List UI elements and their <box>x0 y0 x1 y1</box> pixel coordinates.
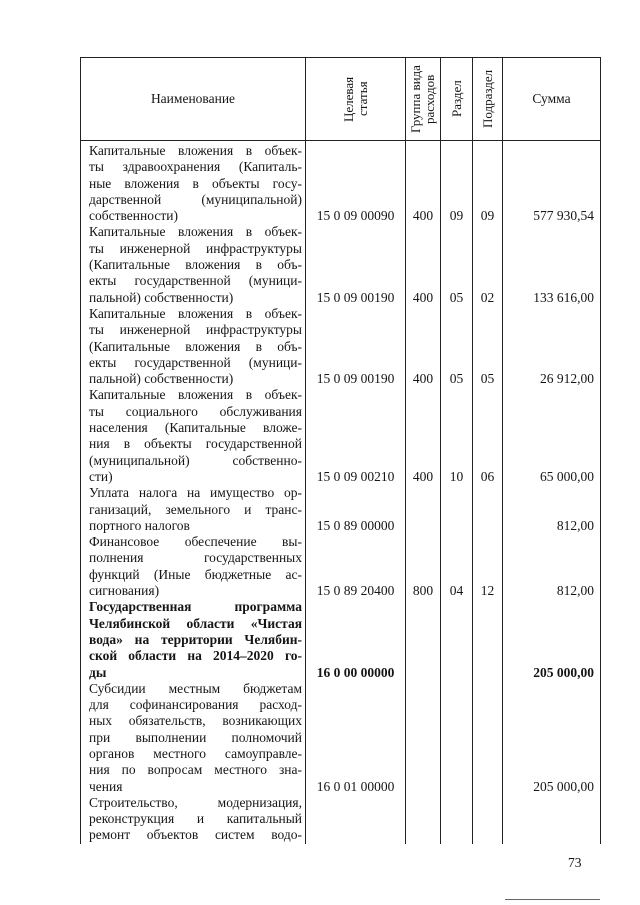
row-name-line: Государственная программа <box>89 599 302 615</box>
row-name-line: Челябинской области «Чистая <box>89 615 302 631</box>
header-target <box>306 58 406 141</box>
row-target-cell: 16 0 01 00000 <box>306 681 406 795</box>
row-name-line: (Капитальные вложения в объ- <box>89 257 302 273</box>
row-target-cell: 15 0 09 00090 <box>306 141 406 225</box>
header-row <box>81 58 601 141</box>
row-section-cell: 05 <box>441 224 473 305</box>
row-name-line: пальной) собственности) <box>89 289 234 305</box>
row-name-line: ные вложения в объекты госу- <box>89 175 302 191</box>
row-name-line: Капитальные вложения в объек- <box>89 305 302 321</box>
row-name-line: Финансовое обеспечение вы- <box>89 534 302 550</box>
row-name-line: реконструкция и капитальный <box>89 811 302 827</box>
row-name-line: Уплата налога на имущество ор- <box>89 485 302 501</box>
row-group-cell <box>406 681 441 795</box>
row-sum-cell: 577 930,54 <box>503 141 601 225</box>
row-sum-cell: 26 912,00 <box>503 306 601 387</box>
table-row <box>81 387 601 485</box>
table-row <box>81 795 601 844</box>
row-name-line: сти) <box>89 468 113 484</box>
row-name-line: дарственной (муниципальной) <box>89 191 302 207</box>
row-name-line: портного налогов <box>89 517 190 533</box>
row-name-line: населения (Капитальные вложе- <box>89 420 302 436</box>
row-group-cell: 400 <box>406 387 441 485</box>
header-target-label <box>342 60 370 138</box>
row-group-cell <box>406 795 441 844</box>
row-target-cell: 16 0 00 00000 <box>306 599 406 680</box>
header-section-label <box>450 60 464 138</box>
row-name-line: ния в объекты государственной <box>89 436 302 452</box>
row-name-cell <box>81 534 306 599</box>
table-row <box>81 599 601 680</box>
row-sum-cell: 133 616,00 <box>503 224 601 305</box>
header-name-label: Наименование <box>150 91 236 106</box>
row-name-line: собственности) <box>89 208 178 224</box>
row-subsection-cell: 05 <box>473 306 503 387</box>
page-number: 73 <box>568 855 582 870</box>
row-name-line: ды <box>89 664 107 680</box>
row-name-line: сигнования) <box>89 583 160 599</box>
table-row <box>81 681 601 795</box>
row-name-line: екты государственной (муници- <box>89 273 302 289</box>
row-subsection-cell <box>473 681 503 795</box>
row-name-cell <box>81 599 306 680</box>
row-section-cell: 04 <box>441 534 473 599</box>
header-section-line: Раздел <box>448 80 464 118</box>
table-body <box>81 141 601 844</box>
row-subsection-cell <box>473 795 503 844</box>
row-name-cell <box>81 224 306 305</box>
row-name-cell <box>81 306 306 387</box>
header-group <box>406 58 441 141</box>
row-name-cell <box>81 141 306 225</box>
header-group-label <box>409 60 437 138</box>
header-subsection-label <box>481 60 495 138</box>
row-name-line: Капитальные вложения в объек- <box>89 387 302 403</box>
row-group-cell: 400 <box>406 306 441 387</box>
row-group-cell <box>406 485 441 534</box>
row-name-line: Строительство, модернизация, <box>89 794 302 810</box>
row-name-line: при выполнении полномочий <box>89 729 302 745</box>
row-name-line: органов местного самоуправле- <box>89 745 302 761</box>
header-subsection-line: Подраздел <box>479 69 495 129</box>
row-sum-cell: 812,00 <box>503 485 601 534</box>
row-subsection-cell <box>473 599 503 680</box>
row-name-line: ремонт объектов систем водо- <box>89 827 302 843</box>
row-target-cell: 15 0 09 00190 <box>306 224 406 305</box>
row-group-cell: 400 <box>406 141 441 225</box>
row-name-line: ты инженерной инфраструктуры <box>89 322 302 338</box>
header-group-line: Группа вида <box>408 65 423 133</box>
row-name-cell <box>81 387 306 485</box>
row-section-cell <box>441 795 473 844</box>
row-name-line: для софинансирования расход- <box>89 697 302 713</box>
row-name-cell <box>81 681 306 795</box>
header-target-line: статья <box>354 81 370 117</box>
table-row <box>81 534 601 599</box>
row-name-line: ской области на 2014–2020 го- <box>89 648 302 664</box>
row-section-cell: 05 <box>441 306 473 387</box>
row-name-line: вода» на территории Челябин- <box>89 631 302 647</box>
row-target-cell: 15 0 89 00000 <box>306 485 406 534</box>
row-section-cell <box>441 599 473 680</box>
row-section-cell <box>441 681 473 795</box>
header-section <box>441 58 473 141</box>
row-name-line: ных обязательств, возникающих <box>89 713 302 729</box>
row-sum-cell: 205 000,00 <box>503 599 601 680</box>
row-section-cell: 09 <box>441 141 473 225</box>
row-name-line: екты государственной (муници- <box>89 354 302 370</box>
table-header <box>81 58 601 141</box>
row-target-cell: 15 0 09 00190 <box>306 306 406 387</box>
row-name-line: ния по вопросам местного зна- <box>89 762 302 778</box>
header-group-line: расходов <box>422 74 437 124</box>
row-name-line: ты социального обслуживания <box>89 403 302 419</box>
budget-table <box>80 57 601 844</box>
row-group-cell <box>406 599 441 680</box>
row-name-line: (муниципальной) собственно- <box>89 452 302 468</box>
table-row <box>81 141 601 225</box>
scan-edge-line <box>505 899 600 900</box>
table-row <box>81 306 601 387</box>
row-name-line: ганизаций, земельного и транс- <box>89 501 302 517</box>
row-name-line: пальной) собственности) <box>89 371 234 387</box>
row-target-cell: 15 0 09 00210 <box>306 387 406 485</box>
row-subsection-cell: 12 <box>473 534 503 599</box>
row-name-cell <box>81 485 306 534</box>
row-section-cell: 10 <box>441 387 473 485</box>
table-row <box>81 224 601 305</box>
row-subsection-cell: 02 <box>473 224 503 305</box>
row-name-line: ты инженерной инфраструктуры <box>89 240 302 256</box>
header-sum-label: Сумма <box>532 91 571 106</box>
row-name-line: чения <box>89 778 123 794</box>
row-name-line: функций (Иные бюджетные ас- <box>89 566 302 582</box>
row-name-line: Капитальные вложения в объек- <box>89 143 302 158</box>
table-row <box>81 485 601 534</box>
row-sum-cell <box>503 795 601 844</box>
row-subsection-cell: 06 <box>473 387 503 485</box>
row-group-cell: 400 <box>406 224 441 305</box>
header-name <box>81 58 306 141</box>
header-sum <box>503 58 601 141</box>
row-group-cell: 800 <box>406 534 441 599</box>
row-name-line: (Капитальные вложения в объ- <box>89 338 302 354</box>
row-subsection-cell <box>473 485 503 534</box>
row-target-cell <box>306 795 406 844</box>
row-sum-cell: 205 000,00 <box>503 681 601 795</box>
row-sum-cell: 812,00 <box>503 534 601 599</box>
row-name-cell <box>81 795 306 844</box>
header-subsection <box>473 58 503 141</box>
row-target-cell: 15 0 89 20400 <box>306 534 406 599</box>
row-name-line: полнения государственных <box>89 550 302 566</box>
row-subsection-cell: 09 <box>473 141 503 225</box>
row-section-cell <box>441 485 473 534</box>
row-name-line: ты здравоохранения (Капиталь- <box>89 159 302 175</box>
row-name-line: Капитальные вложения в объек- <box>89 224 302 240</box>
row-sum-cell: 65 000,00 <box>503 387 601 485</box>
row-name-line: Субсидии местным бюджетам <box>89 680 302 696</box>
header-target-line: Целевая <box>340 76 356 122</box>
